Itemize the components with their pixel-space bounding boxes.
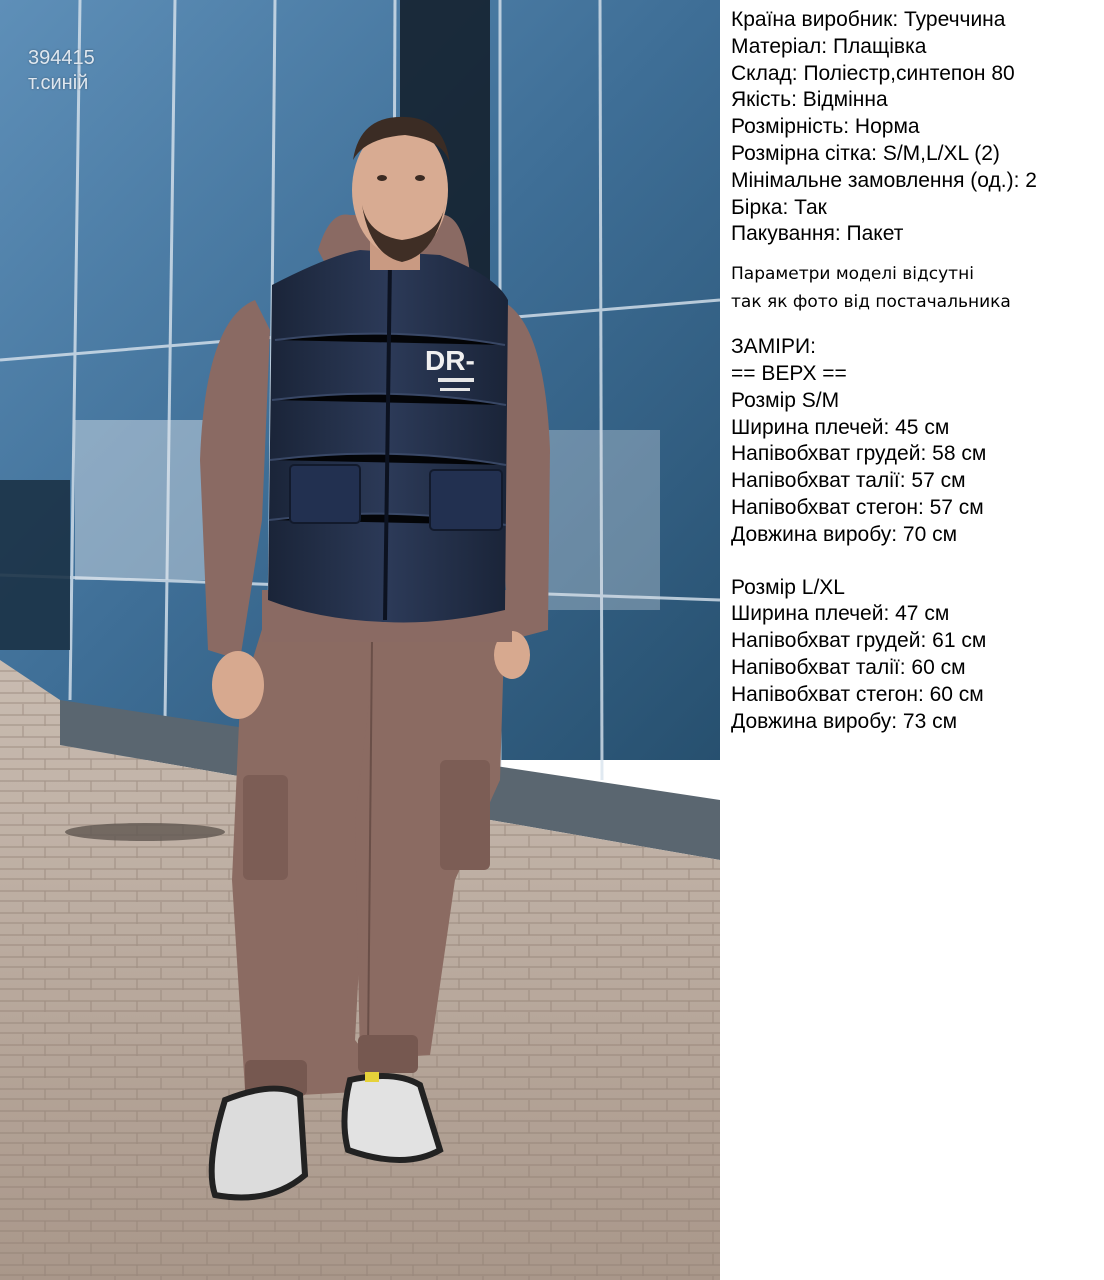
size-name: Розмір S/M [731,388,840,412]
note-line: так як фото від постачальника [731,292,1011,313]
measure-row: Ширина плечей: 45 см [731,415,950,439]
measure-row: Напівобхват талії: 60 см [731,655,966,679]
measure-row: Ширина плечей: 47 см [731,602,950,626]
spec-packaging: Пакування: Пакет [731,222,904,246]
size-name: Розмір L/XL [731,575,845,599]
spec-material: Матеріал: Плащівка [731,34,927,58]
vest-logo-text: DR- [425,345,475,376]
measure-row: Напівобхват грудей: 61 см [731,629,987,653]
measurements-section: == ВЕРХ == [731,361,847,385]
spec-min-order: Мінімальне замовлення (од.): 2 [731,168,1037,192]
product-specs [731,7,1101,735]
spec-composition: Склад: Поліестр,синтепон 80 [731,61,1015,85]
spec-size-grid: Розмірна сітка: S/M,L/XL (2) [731,141,1000,165]
spec-quality: Якість: Відмінна [731,88,888,112]
measure-row: Напівобхват стегон: 60 см [731,682,984,706]
measure-row: Напівобхват стегон: 57 см [731,495,984,519]
model-params-note [731,260,1101,316]
manhole-cover [65,823,225,841]
size-block-lxl [731,575,1101,736]
spec-tag: Бірка: Так [731,195,827,219]
measure-row: Напівобхват талії: 57 см [731,469,966,493]
article-number: 394415 [28,47,95,69]
spec-sizing: Розмірність: Норма [731,115,920,139]
color-label: т.синій [28,72,89,94]
measure-row: Напівобхват грудей: 58 см [731,442,987,466]
size-block-sm [731,388,1101,549]
measure-row: Довжина виробу: 70 см [731,522,958,546]
spec-country: Країна виробник: Туреччина [731,8,1006,31]
note-line: Параметри моделі відсутні [731,264,974,285]
measure-row: Довжина виробу: 73 см [731,709,958,733]
measurements-title: ЗАМІРИ: [731,335,816,359]
product-code-overlay [28,46,95,96]
